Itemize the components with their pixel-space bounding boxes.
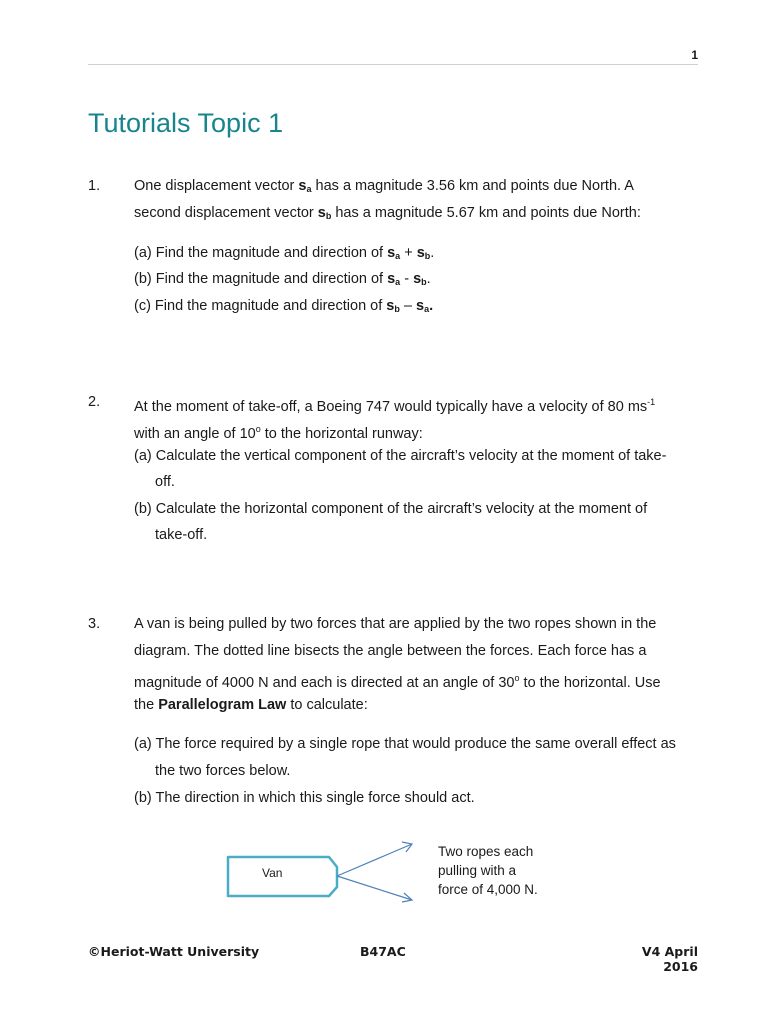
van-box bbox=[228, 857, 337, 896]
footer-version: V4 April 2016 bbox=[641, 944, 698, 974]
footer-copyright: ©Heriot-Watt University bbox=[88, 944, 260, 959]
page-title: Tutorials Topic 1 bbox=[88, 108, 284, 138]
q1-part-a: (a) Find the magnitude and direction of $s_a + s_b$. bbox=[134, 245, 435, 261]
rope-lower bbox=[337, 876, 412, 900]
van-label: Van bbox=[262, 866, 283, 880]
rope-note-line-2: pulling with a bbox=[438, 863, 517, 878]
rope-note-line-3: force of 4,000 N. bbox=[438, 882, 538, 897]
q1-part-b: (b) Find the magnitude and direction of $s_a - s_b$. bbox=[134, 271, 431, 287]
q2-number: 2. bbox=[88, 394, 101, 410]
q3-part-a-line-2: the two forces below. bbox=[155, 763, 291, 779]
van-rope-diagram bbox=[220, 830, 440, 910]
page-number: 1 bbox=[691, 48, 698, 62]
q1-line-2: second displacement vector $s_b$ has a magnitude 5.67 km and points due North: bbox=[134, 205, 641, 221]
q2-part-a-line-2: off. bbox=[155, 474, 175, 490]
rope-upper bbox=[337, 844, 412, 876]
q1-line-1: One displacement vector $s_a$ has a magnitude 3.56 km and points due North. A bbox=[134, 178, 634, 194]
q3-line-2: diagram. The dotted line bisects the angle between the forces. Each force has a bbox=[134, 643, 647, 659]
q2-part-b-line-2: take-off. bbox=[155, 527, 208, 543]
q2-part-a-line-1: (a) Calculate the vertical component of the aircraft’s velocity at the moment of take- bbox=[134, 448, 667, 464]
q3-part-b: (b) The direction in which this single force should act. bbox=[134, 790, 475, 806]
q3-line-4: the Parallelogram Law to calculate: bbox=[134, 697, 368, 713]
header-rule bbox=[88, 64, 698, 65]
q1-number: 1. bbox=[88, 178, 101, 194]
q3-part-a-line-1: (a) The force required by a single rope that would produce the same overall effect as bbox=[134, 736, 676, 752]
q3-number: 3. bbox=[88, 616, 101, 632]
rope-note-line-1: Two ropes each bbox=[438, 844, 534, 859]
q2-line-2: with an angle of 10$^o$ to the horizontal runway: bbox=[134, 424, 423, 442]
q1-part-c: (c) Find the magnitude and direction of $s_b - s_a$. bbox=[134, 298, 434, 314]
q3-line-1: A van is being pulled by two forces that are applied by the two ropes shown in the bbox=[134, 616, 657, 632]
q3-line-3: magnitude of 4000 N and each is directed at an angle of 30$^o$ to the horizontal. Use bbox=[134, 673, 661, 691]
q2-part-b-line-1: (b) Calculate the horizontal component of the aircraft’s velocity at the moment of bbox=[134, 501, 648, 517]
rope-note bbox=[438, 842, 538, 899]
q2-line-1: At the moment of take-off, a Boeing 747 would typically have a velocity of 80 $ms^{-1}$ bbox=[134, 397, 656, 415]
footer-course-code: B47AC bbox=[360, 944, 406, 959]
